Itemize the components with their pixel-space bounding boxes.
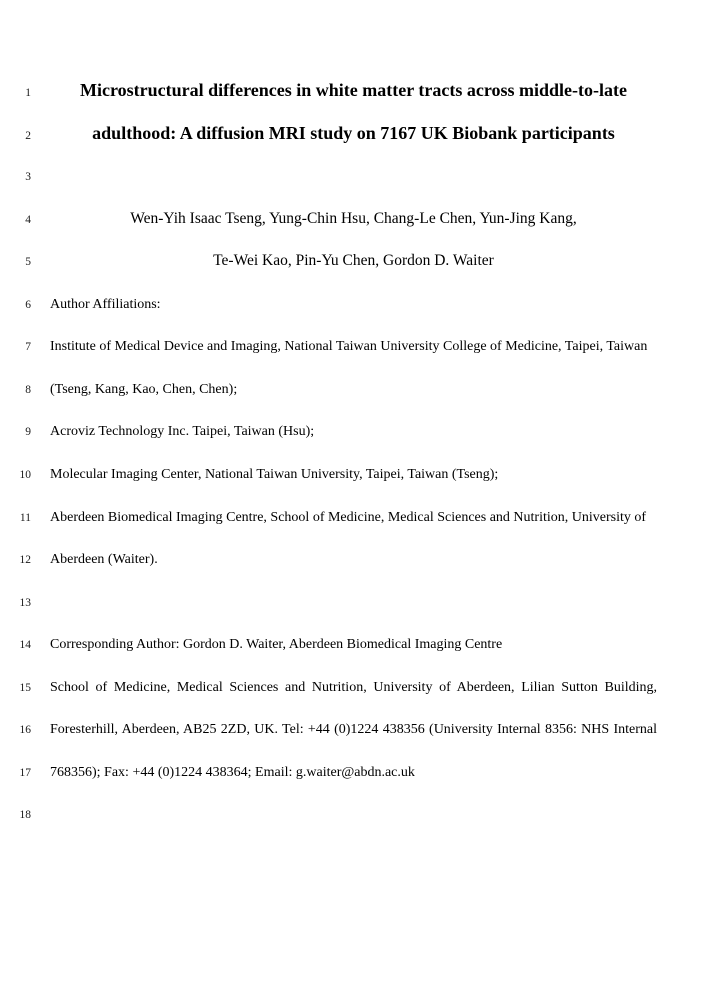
- paper-title-line-2: adulthood: A diffusion MRI study on 7167 UK Biobank participants: [92, 122, 615, 143]
- authors-line-1: Wen-Yih Isaac Tseng, Yung-Chin Hsu, Chang-Le Chen, Yun-Jing Kang,: [130, 209, 577, 227]
- line-row-6: [0, 291, 707, 314]
- line-row-11: [0, 504, 707, 527]
- affiliation-1-line-2: (Tseng, Kang, Kao, Chen, Chen);: [50, 381, 238, 397]
- affiliation-4-line-2: Aberdeen (Waiter).: [50, 552, 158, 568]
- affiliation-4-line-1: Aberdeen Biomedical Imaging Centre, School of Medicine, Medical Sciences and Nutrition, University of: [50, 509, 647, 525]
- line-number: 16: [19, 724, 31, 737]
- line-row-16: [0, 716, 707, 739]
- line-number: 3: [25, 171, 31, 184]
- affiliation-3: Molecular Imaging Center, National Taiwan University, Taipei, Taiwan (Tseng);: [50, 466, 499, 482]
- line-number: 17: [19, 766, 31, 779]
- line-number: 6: [25, 298, 31, 311]
- corresponding-author-line-2: School of Medicine, Medical Sciences and Nutrition, University of Aberdeen, Lilian Sutton Building,: [50, 679, 657, 695]
- line-row-13: [0, 589, 707, 612]
- line-number: 11: [19, 511, 31, 524]
- line-number: 15: [19, 681, 31, 694]
- line-number: 18: [19, 809, 31, 822]
- line-number: 7: [25, 341, 31, 354]
- line-number: 1: [25, 87, 31, 99]
- line-row-3: [0, 163, 707, 186]
- line-row-7: [0, 333, 707, 356]
- line-row-1: [0, 78, 707, 102]
- authors-line-2: Te-Wei Kao, Pin-Yu Chen, Gordon D. Waiter: [213, 252, 494, 270]
- line-row-5: [0, 248, 707, 270]
- line-row-17: [0, 759, 707, 782]
- affiliation-2: Acroviz Technology Inc. Taipei, Taiwan (Hsu);: [50, 424, 315, 440]
- affiliations-heading: Author Affiliations:: [50, 296, 161, 312]
- corresponding-author-line-4: 768356); Fax: +44 (0)1224 438364; Email: g.waiter@abdn.ac.uk: [50, 764, 415, 780]
- blank-line: [50, 168, 657, 186]
- line-number: 9: [25, 426, 31, 439]
- blank-line: [50, 594, 657, 612]
- line-number: 10: [19, 468, 31, 481]
- blank-line: [50, 806, 657, 824]
- line-row-10: [0, 461, 707, 484]
- line-row-15: [0, 674, 707, 697]
- line-number: 2: [25, 129, 31, 142]
- line-number: 8: [25, 383, 31, 396]
- line-number: 14: [19, 639, 31, 652]
- line-row-8: [0, 376, 707, 399]
- line-number: 5: [25, 256, 31, 269]
- line-row-18: [0, 801, 707, 824]
- line-number: 13: [19, 596, 31, 609]
- line-number: 12: [19, 554, 31, 567]
- affiliation-1-line-1: Institute of Medical Device and Imaging, National Taiwan University College of Medicine, Taipei, Taiwan: [50, 339, 648, 355]
- line-row-12: [0, 546, 707, 569]
- corresponding-author-line-1: Corresponding Author: Gordon D. Waiter, Aberdeen Biomedical Imaging Centre: [50, 637, 503, 653]
- line-row-9: [0, 418, 707, 441]
- line-row-2: [0, 121, 707, 145]
- line-row-4: [0, 206, 707, 228]
- corresponding-author-line-3: Foresterhill, Aberdeen, AB25 2ZD, UK. Tel: +44 (0)1224 438356 (University Internal 8356: NHS Internal: [50, 722, 657, 738]
- paper-title-line-1: Microstructural differences in white matter tracts across middle-to-late: [79, 80, 627, 100]
- line-number: 4: [25, 213, 31, 226]
- line-row-14: [0, 631, 707, 654]
